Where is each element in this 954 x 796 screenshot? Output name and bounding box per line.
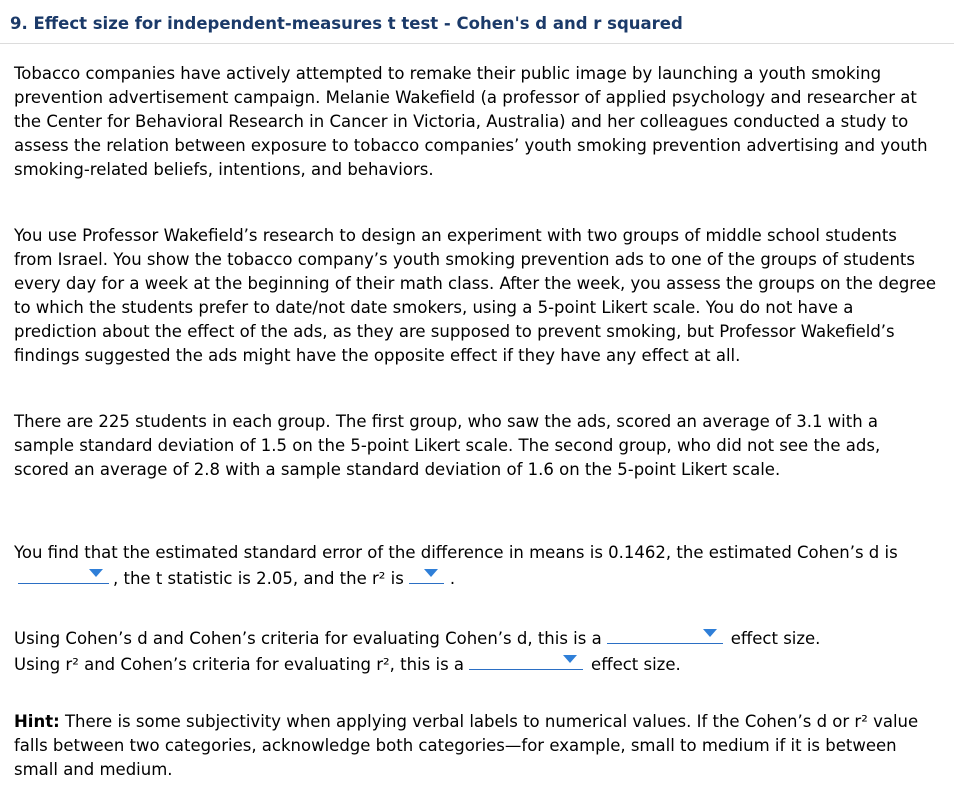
- q2-line1-prefix: Using Cohen’s d and Cohen’s criteria for evaluating Cohen’s d, this is a: [14, 629, 602, 648]
- q2-line1-suffix: effect size.: [730, 629, 821, 648]
- chevron-down-icon: [563, 655, 577, 663]
- data-paragraph: There are 225 students in each group. The first group, who saw the ads, scored an average of 3.1 with a sample standard deviation of 1.5 on the 5-point Likert scale. The second group, who did not see the ads, scored an average of 2.8 with a sample standard deviation of 1.6 on the 5-point Likert scale.: [14, 412, 881, 479]
- hint-text: There is some subjectivity when applying verbal labels to numerical values. If the Cohen’s d or r² value falls between two categories, acknowledge both categories—for example, small to medium if it is between small and medium.: [14, 712, 919, 779]
- question-effect-size: [14, 625, 936, 677]
- r2-effect-size-dropdown[interactable]: [469, 651, 583, 670]
- cohens-d-dropdown[interactable]: [18, 565, 109, 584]
- q1-text-3: .: [449, 569, 456, 588]
- chevron-down-icon: [703, 629, 717, 637]
- hint-paragraph: [14, 710, 936, 782]
- question-standard-error: [14, 541, 936, 591]
- q2-line2-suffix: effect size.: [591, 655, 681, 674]
- q1-text-2: , the t statistic is 2.05, and the r² is: [113, 569, 404, 588]
- question-title: 9. Effect size for independent-measures t test - Cohen's d and r squared: [10, 14, 683, 33]
- d-effect-size-dropdown[interactable]: [607, 625, 723, 644]
- chevron-down-icon: [89, 569, 103, 577]
- title-divider: [0, 43, 954, 44]
- intro-paragraph: Tobacco companies have actively attempted to remake their public image by launching a youth smoking prevention advertisement campaign. Melanie Wakefield (a professor of applied psychology and researcher at the Center for Behavioral Research in Cancer in Victoria, Australia) and her colleagues conducted a study to assess the relation between exposure to tobacco companies’ youth smoking prevention advertising and youth smoking-related beliefs, intentions, and behaviors.: [14, 64, 928, 179]
- design-paragraph: You use Professor Wakefield’s research to design an experiment with two groups of middle school students from Israel. You show the tobacco company’s youth smoking prevention ads to one of the groups of students every day for a week at the beginning of their math class. After the week, you assess the groups on the degree to which the students prefer to date/not date smokers, using a 5-point Likert scale. You do not have a prediction about the effect of the ads, as they are supposed to prevent smoking, but Professor Wakefield’s findings suggested the ads might have the opposite effect if they have any effect at all.: [14, 226, 937, 365]
- hint-label: Hint:: [14, 712, 60, 731]
- q2-line2-prefix: Using r² and Cohen’s criteria for evaluating r², this is a: [14, 655, 465, 674]
- q1-text-1: You find that the estimated standard error of the difference in means is 0.1462, the estimated Cohen’s d is: [14, 543, 898, 562]
- r-squared-dropdown[interactable]: [409, 565, 444, 584]
- chevron-down-icon: [424, 569, 438, 577]
